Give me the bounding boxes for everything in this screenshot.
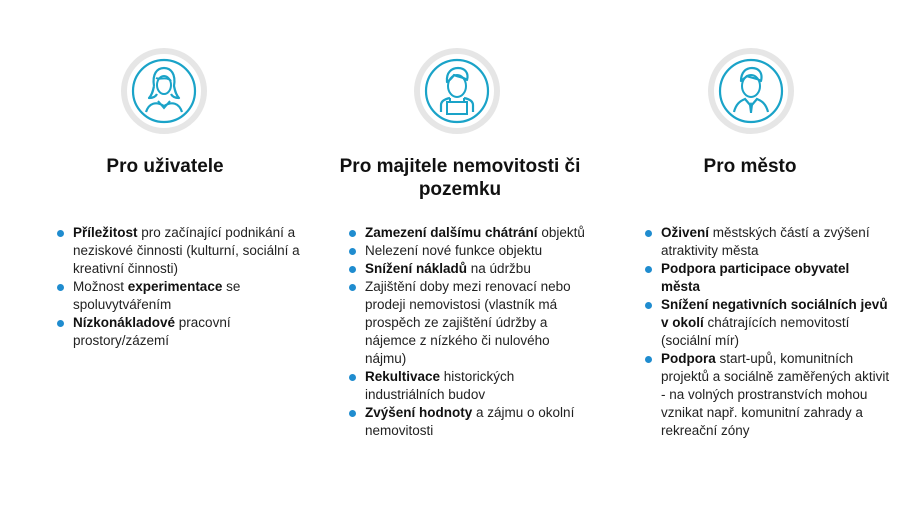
list-item: Rekultivace historických industriálních budov	[349, 368, 594, 404]
list-item: Nelezení nové funkce objektu	[349, 242, 594, 260]
benefit-list	[349, 224, 594, 440]
list-item: Nízkonákladové pracovní prostory/zázemí	[57, 314, 302, 350]
owner-user-icon	[414, 48, 500, 134]
column-title: Pro majitele nemovitosti či pozemku	[339, 156, 581, 200]
list-item: Podpora start-upů, komunitních projektů a sociálně zaměřených aktivit - na volných prostranstvích mohou vznikat např. komunitní zahrady a rekreační zóny	[645, 350, 890, 440]
list-item: Zajištění doby mezi renovací nebo prodeji nemovistosi (vlastník má prospěch ze zajištění údržby a nájemce z nízkého či nulového nájmu)	[349, 278, 594, 368]
list-item: Příležitost pro začínající podnikání a neziskové činnosti (kulturní, sociální a kreativní činnosti)	[57, 224, 302, 278]
benefit-list	[57, 224, 302, 350]
list-item: Zvýšení hodnoty a zájmu o okolní nemovitosti	[349, 404, 594, 440]
column-title: Pro uživatele	[106, 156, 224, 177]
list-item: Snížení nákladů na údržbu	[349, 260, 594, 278]
list-item: Oživení městských částí a zvýšení atraktivity města	[645, 224, 890, 260]
benefit-list	[645, 224, 890, 440]
female-user-icon	[121, 48, 207, 134]
column-title: Pro město	[703, 156, 797, 177]
city-official-user-icon	[708, 48, 794, 134]
list-item: Možnost experimentace se spoluvytvářením	[57, 278, 302, 314]
list-item: Snížení negativních sociálních jevů v okolí chátrajících nemovitostí (sociální mír)	[645, 296, 890, 350]
list-item: Podpora participace obyvatel města	[645, 260, 890, 296]
list-item: Zamezení dalšímu chátrání objektů	[349, 224, 594, 242]
